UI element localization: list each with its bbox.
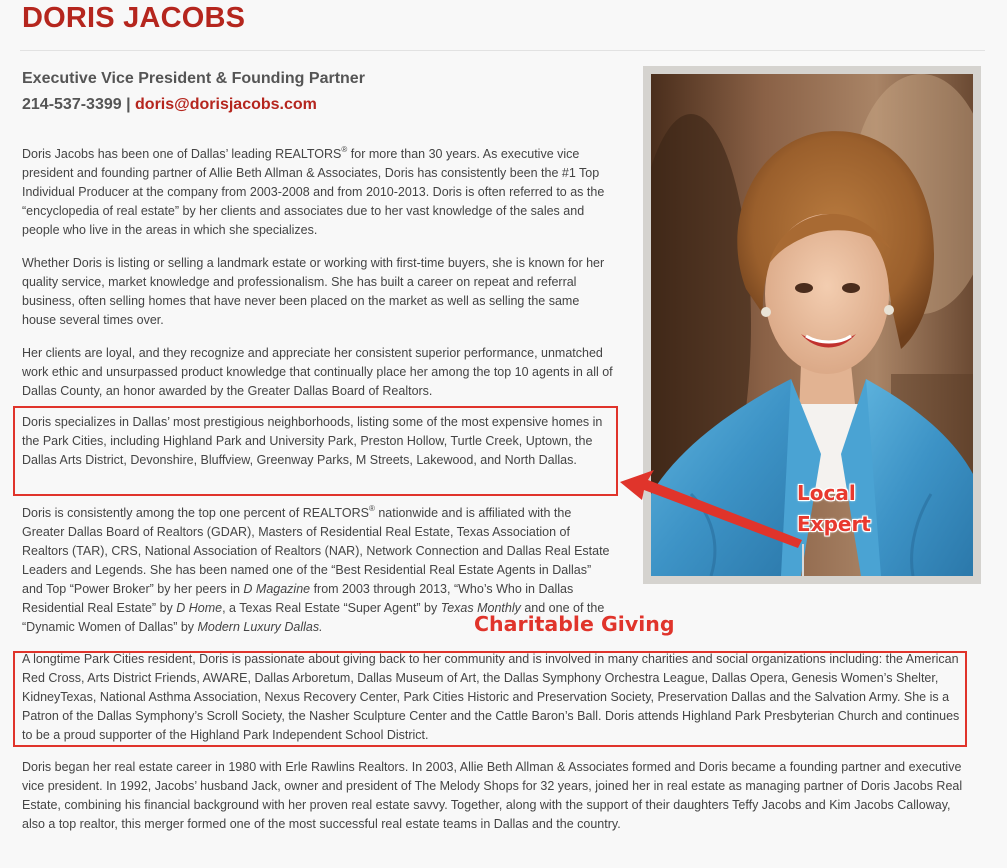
charitable-giving-label: Charitable Giving bbox=[474, 612, 675, 636]
arrow-icon bbox=[618, 468, 808, 548]
local-expert-highlight-box bbox=[13, 406, 618, 496]
bio-paragraph-2: Whether Doris is listing or selling a landmark estate or working with first-time buyers, she is known for her quality service, market knowledge and professionalism. She has built a career on repeat and referral business, often selling homes that have never been placed on the market as well as selling the same house several times over. bbox=[22, 256, 605, 327]
contact-separator: | bbox=[121, 96, 136, 113]
charitable-giving-highlight-box bbox=[13, 651, 967, 747]
bio-paragraph-5: Doris is consistently among the top one percent of REALTORS® nationwide and is affiliated with the Greater Dallas Board of Realtors (GDAR), Masters of Residential Real Estate, Texas Association of Realtors (TAR), CRS, National Association of Realtors (NAR), Network Connection and Dallas Real Estate Leaders and Legends. She has been named one of the “Best Residential Real Estate Agents in Dallas” and Top “Power Broker” by her peers in D Magazine from 2003 through 2013, “Who’s Who in Dallas Residential Real Estate” by D Home, a Texas Real Estate “Super Agent” by Texas Monthly and one of the “Dynamic Women of Dallas” by Modern Luxury Dallas. bbox=[22, 504, 610, 634]
bio-paragraph-3: Her clients are loyal, and they recognize and appreciate her consistent superior performance, unmatched work ethic and unsurpassed product knowledge that continually place her among the top 10 agents in all of Dallas County, an honor awarded by the Greater Dallas Board of Realtors. bbox=[22, 346, 613, 398]
local-expert-label: Local Expert bbox=[797, 481, 871, 536]
header-divider bbox=[20, 50, 985, 51]
bio-paragraph-1: Doris Jacobs has been one of Dallas’ leading REALTORS® for more than 30 years. As executive vice president and founding partner of Allie Beth Allman & Associates, Doris has consistently been the #1 Top Individual Producer at the company from 2003-2008 and from 2010-2013. Doris is often referred to as the “encyclopedia of real estate” by her clients and associates due to her vast knowledge of the sales and people who live in the areas in which she specializes. bbox=[22, 145, 605, 237]
contact-line bbox=[22, 96, 317, 114]
bio-paragraph-6: A longtime Park Cities resident, Doris is passionate about giving back to her community and is involved in many charities and social organizations including: the American Red Cross, Arts District Friends, AWARE, Dallas Arboretum, Dallas Museum of Art, the Dallas Symphony Orchestra League, Dallas Opera, Genesis Women’s Shelter, KidneyTexas, National Asthma Association, Nexus Recovery Center, Park Cities Historic and Preservation Society, Preservation Dallas and the Salvation Army. She is a Patron of the Dallas Symphony’s Scroll Society, the Nasher Sculpture Center and the Cattle Baron’s Ball. Doris attends Highland Park Presbyterian Church and continues to be a proud supporter of the Highland Park Independent School District. bbox=[22, 652, 960, 742]
agent-title: Executive Vice President & Founding Partner bbox=[22, 70, 365, 87]
bio-paragraph-4: Doris specializes in Dallas’ most prestigious neighborhoods, listing some of the most expensive homes in the Park Cities, including Highland Park and University Park, Preston Hollow, Turtle Creek, Uptown, the Dallas Arts District, Devonshire, Bluffview, Greenway Parks, M Streets, Lakewood, and North Dallas. bbox=[22, 415, 603, 467]
email-link[interactable]: doris@dorisjacobs.com bbox=[135, 96, 317, 113]
agent-name: DORIS JACOBS bbox=[22, 2, 246, 34]
phone-number: 214-537-3399 bbox=[22, 96, 122, 113]
bio-paragraph-7: Doris began her real estate career in 1980 with Erle Rawlins Realtors. In 2003, Allie Beth Allman & Associates formed and Doris became a founding partner and executive vice president. In 1992, Jacobs’ husband Jack, owner and president of The Melody Shops for 32 years, joined her in real estate as managing partner of Doris Jacobs Real Estate, combining his financial background with her proven real estate savvy. Together, along with the support of their daughters Teffy Jacobs and Kim Jacobs Calloway, also a top realtor, this merger formed one of the most successful real estate teams in Dallas and the country. bbox=[22, 760, 963, 831]
